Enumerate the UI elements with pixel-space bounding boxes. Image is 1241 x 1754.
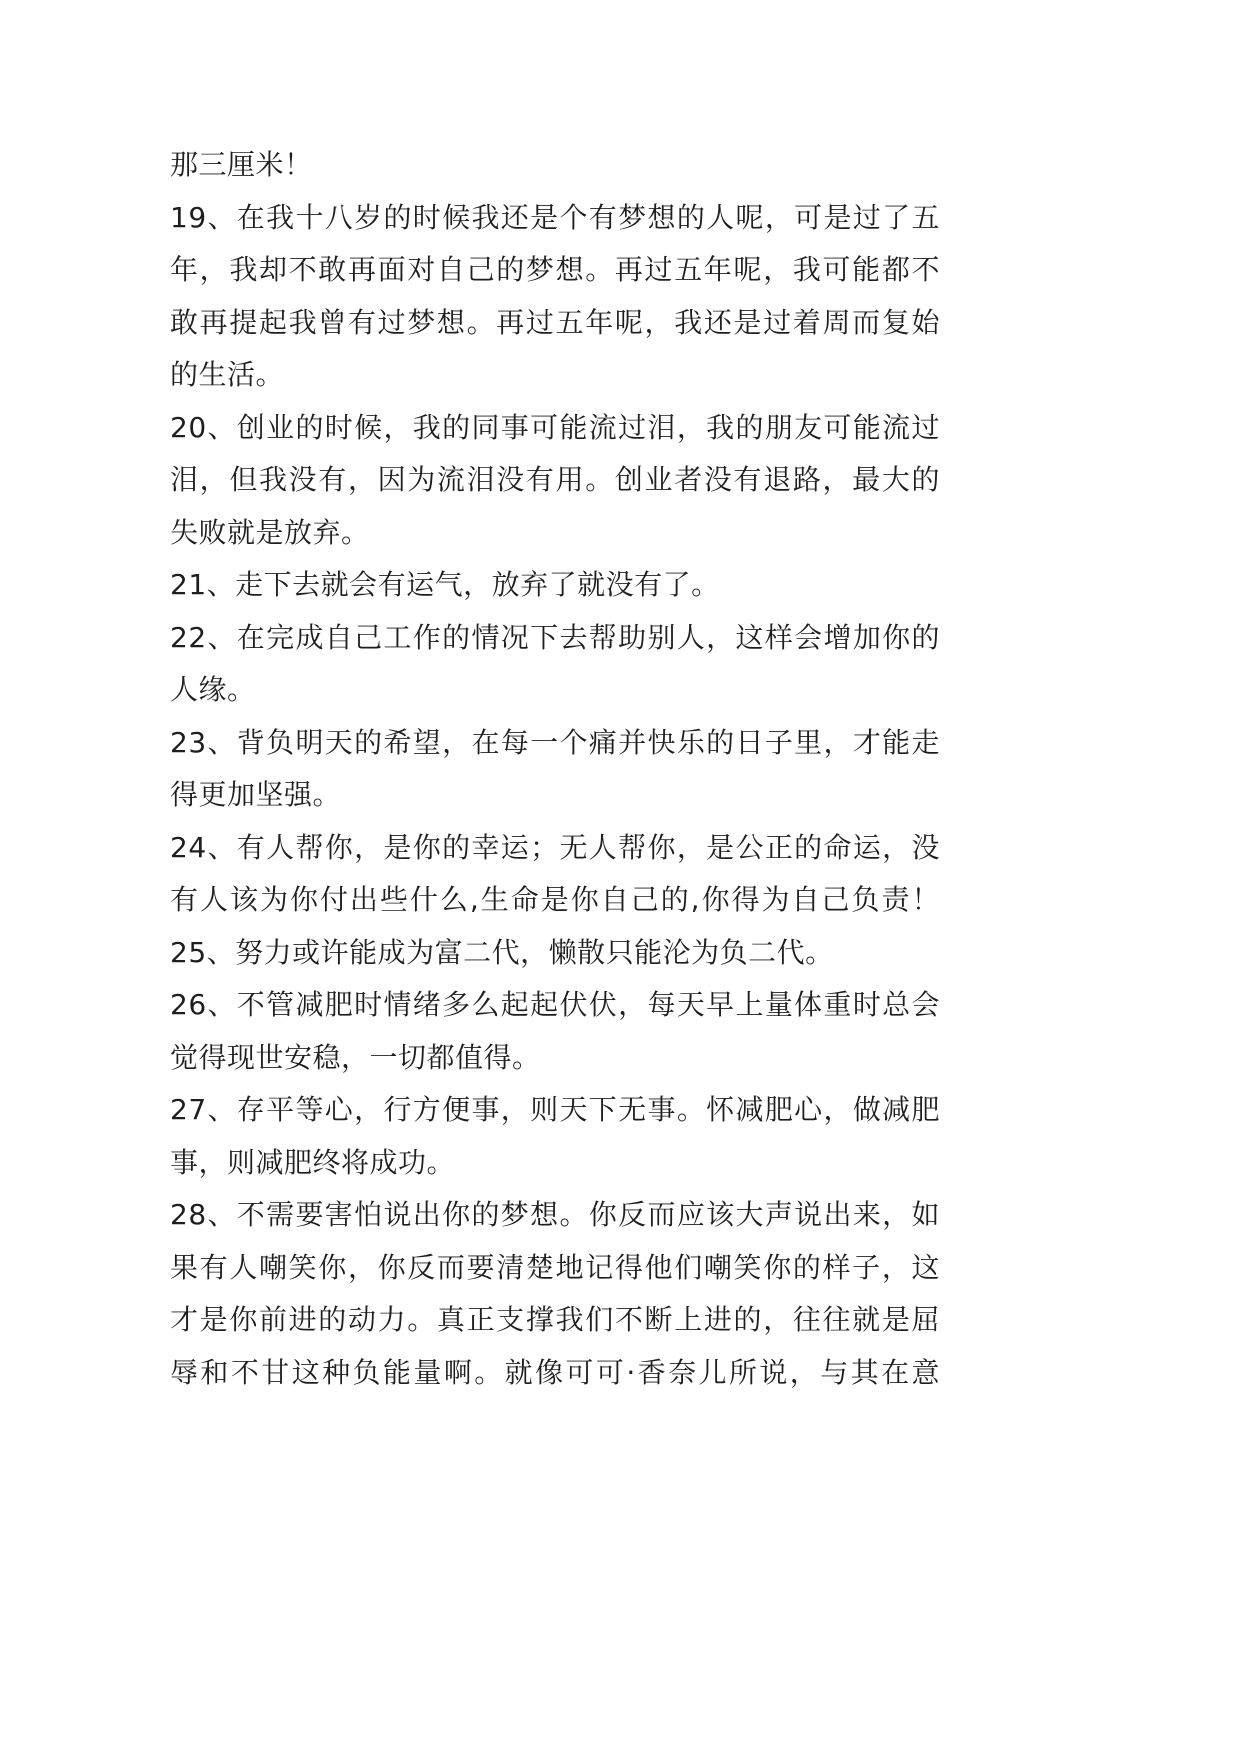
paragraph-20 xyxy=(170,402,940,560)
text-line: 得更加坚强。 xyxy=(170,778,342,811)
paragraph-26 xyxy=(170,979,940,1084)
paragraph-21 xyxy=(170,559,940,612)
text-line: 果有人嘲笑你，你反而要清楚地记得他们嘲笑你的样子，这 xyxy=(170,1250,940,1284)
text-line: 的生活。 xyxy=(170,358,285,391)
text-line: 24、有人帮你，是你的幸运；无人帮你，是公正的命运，没 xyxy=(170,830,940,864)
paragraph-19 xyxy=(170,192,940,402)
text-line: 20、创业的时候，我的同事可能流过泪，我的朋友可能流过 xyxy=(170,410,940,444)
text-line: 22、在完成自己工作的情况下去帮助别人，这样会增加你的 xyxy=(170,620,940,654)
text-line: 那三厘米！ xyxy=(170,148,313,181)
text-line: 才是你前进的动力。真正支撑我们不断上进的，往往就是屈 xyxy=(170,1303,940,1336)
text-line: 19、在我十八岁的时候我还是个有梦想的人呢，可是过了五 xyxy=(170,200,940,234)
text-line: 事，则减肥终将成功。 xyxy=(170,1145,456,1179)
paragraph-23 xyxy=(170,717,940,822)
text-line: 26、不管减肥时情绪多么起起伏伏，每天早上量体重时总会 xyxy=(170,988,940,1021)
paragraph-continuation xyxy=(170,139,940,192)
text-line: 泪，但我没有，因为流泪没有用。创业者没有退路，最大的 xyxy=(170,463,940,496)
paragraph-22 xyxy=(170,612,940,717)
text-line: 人缘。 xyxy=(170,673,256,706)
body-text xyxy=(170,139,940,1399)
text-line: 年，我却不敢再面对自己的梦想。再过五年呢，我可能都不 xyxy=(170,253,940,286)
text-line: 觉得现世安稳，一切都值得。 xyxy=(170,1040,541,1074)
text-line: 辱和不甘这种负能量啊。就像可可·香奈儿所说，与其在意 xyxy=(170,1355,940,1389)
text-line: 27、存平等心，行方便事，则天下无事。怀减肥心，做减肥 xyxy=(170,1093,940,1126)
text-line: 23、背负明天的希望，在每一个痛并快乐的日子里，才能走 xyxy=(170,725,940,759)
text-line: 28、不需要害怕说出你的梦想。你反而应该大声说出来，如 xyxy=(170,1198,940,1231)
paragraph-28 xyxy=(170,1189,940,1399)
text-line: 敢再提起我曾有过梦想。再过五年呢，我还是过着周而复始 xyxy=(170,305,940,339)
text-line: 21、走下去就会有运气，放弃了就没有了。 xyxy=(170,568,720,601)
text-line: 25、努力或许能成为富二代，懒散只能沦为负二代。 xyxy=(170,935,834,969)
text-line: 有人该为你付出些什么,生命是你自己的,你得为自己负责！ xyxy=(170,883,940,916)
paragraph-25 xyxy=(170,927,940,980)
text-line: 失败就是放弃。 xyxy=(170,515,370,549)
paragraph-27 xyxy=(170,1084,940,1189)
paragraph-24 xyxy=(170,822,940,927)
